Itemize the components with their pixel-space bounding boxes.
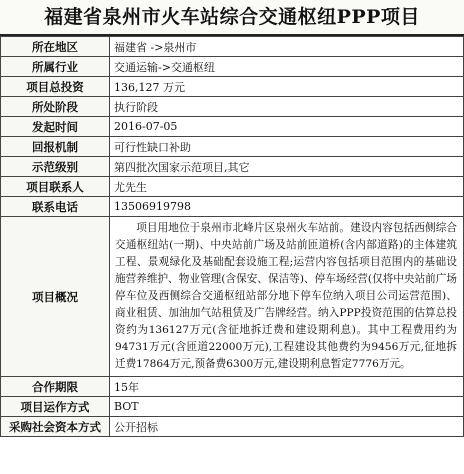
- row-value: 15年: [110, 377, 464, 397]
- table-row: [1, 77, 464, 97]
- table-row: [1, 117, 464, 137]
- row-value: 136,127 万元: [110, 77, 464, 97]
- row-value: 尤先生: [110, 177, 464, 197]
- project-info-table: [0, 36, 464, 437]
- table-row: [1, 177, 464, 197]
- row-value: 公开招标: [110, 417, 464, 437]
- page-title: 福建省泉州市火车站综合交通枢纽PPP项目: [0, 0, 464, 36]
- row-label: 所处阶段: [1, 97, 110, 117]
- table-row: [1, 217, 464, 377]
- row-label: 项目联系人: [1, 177, 110, 197]
- row-value: 福建省 ->泉州市: [110, 37, 464, 57]
- table-row: [1, 417, 464, 437]
- table-row: [1, 37, 464, 57]
- row-label: 项目概况: [1, 217, 110, 377]
- table-row: [1, 157, 464, 177]
- row-label: 发起时间: [1, 117, 110, 137]
- row-label: 项目总投资: [1, 77, 110, 97]
- row-label: 联系电话: [1, 197, 110, 217]
- row-value: 2016-07-05: [110, 117, 464, 137]
- table-row: [1, 377, 464, 397]
- row-label: 合作期限: [1, 377, 110, 397]
- row-value: 执行阶段: [110, 97, 464, 117]
- row-label: 所在地区: [1, 37, 110, 57]
- row-value: BOT: [110, 397, 464, 417]
- table-row: [1, 197, 464, 217]
- row-label: 采购社会资本方式: [1, 417, 110, 437]
- table-row: [1, 397, 464, 417]
- row-value: 第四批次国家示范项目,其它: [110, 157, 464, 177]
- table-row: [1, 57, 464, 77]
- row-value: 13506919798: [110, 197, 464, 217]
- row-label: 项目运作方式: [1, 397, 110, 417]
- row-value: 交通运输->交通枢纽: [110, 57, 464, 77]
- row-label: 所属行业: [1, 57, 110, 77]
- table-row: [1, 97, 464, 117]
- row-label: 示范级别: [1, 157, 110, 177]
- project-overview-text: 项目用地位于泉州市北峰片区泉州火车站前。建设内容包括西侧综合交通枢纽站(一期)、中央站前广场及站前匝道桥(含内部道路)的主体建筑工程、景观绿化及基础配套设施工程;运营内容包括项目范围内的基础设施营养维护、物业管理(含保安、保洁等)、停车场经营(仅将中央站前广场停车位及西侧综合交通枢纽站部分地下停车位纳入项目公司运营范围)、商业租赁、加油加气站租赁及广告牌经营。纳入PPP投资范围的估算总投资约为136127万元(含征地拆迁费和建设期利息)。其中工程费用约为94731万元(含匝道22000万元),工程建设其他费约为9456万元,征地拆迁费17864万元,预备费6300万元,建设期利息暂定7776万元。: [110, 217, 464, 377]
- table-row: [1, 137, 464, 157]
- row-label: 回报机制: [1, 137, 110, 157]
- row-value: 可行性缺口补助: [110, 137, 464, 157]
